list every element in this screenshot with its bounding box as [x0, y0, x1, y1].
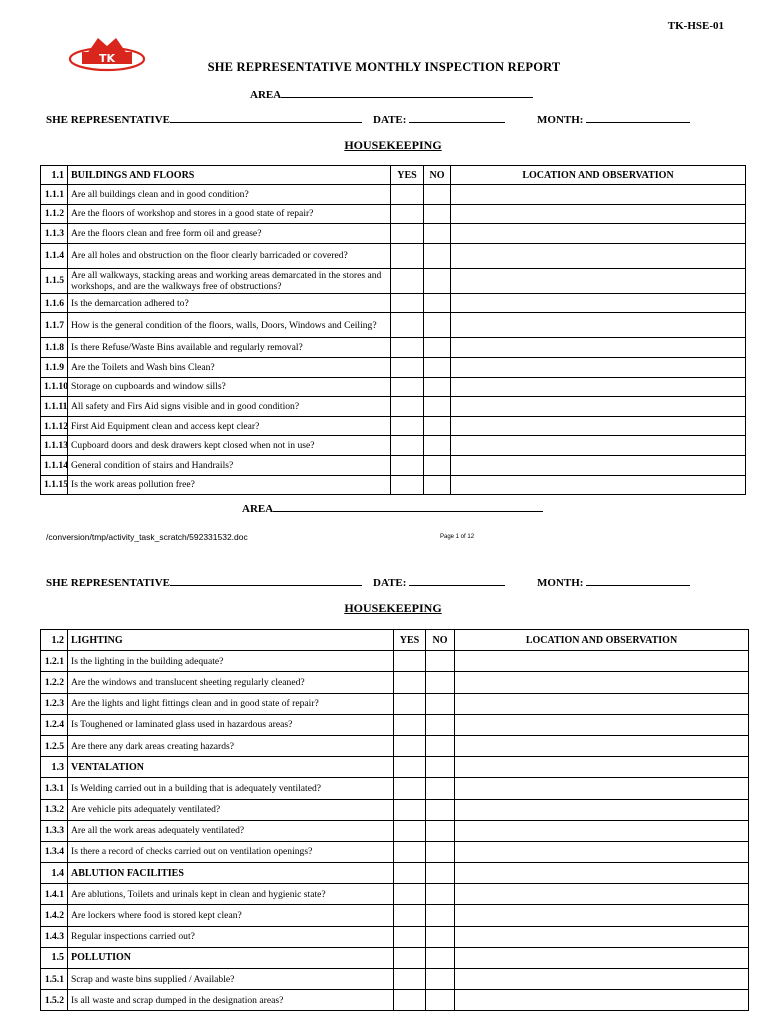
- observation-cell[interactable]: [455, 714, 749, 735]
- item-number: 1.1.3: [41, 224, 68, 244]
- observation-cell[interactable]: [451, 185, 746, 205]
- observation-cell[interactable]: [451, 436, 746, 456]
- no-cell[interactable]: [426, 926, 455, 947]
- table-row: [41, 651, 749, 672]
- yes-cell[interactable]: [391, 204, 424, 224]
- item-question: Is the demarcation adhered to?: [68, 293, 391, 313]
- item-number: 1.4.3: [41, 926, 68, 947]
- date-field-2: [373, 576, 505, 589]
- yes-column-header: YES: [394, 630, 426, 651]
- no-cell[interactable]: [424, 204, 451, 224]
- table-row: [41, 204, 746, 224]
- month-label-2: MONTH:: [537, 577, 584, 589]
- item-question: Are vehicle pits adequately ventilated?: [68, 799, 394, 820]
- she-rep-field-2: [46, 576, 362, 589]
- she-rep-input-line-2[interactable]: [170, 576, 362, 586]
- svg-text:TK: TK: [98, 52, 116, 65]
- yes-cell[interactable]: [391, 338, 424, 358]
- observation-cell[interactable]: [455, 841, 749, 862]
- item-number: 1.1.4: [41, 243, 68, 268]
- footer-page-number: Page 1 of 12: [440, 534, 475, 540]
- item-number: 1.1.13: [41, 436, 68, 456]
- item-number: 1.2.2: [41, 672, 68, 693]
- yes-cell[interactable]: [391, 475, 424, 495]
- item-number: 1.1.6: [41, 293, 68, 313]
- observation-cell[interactable]: [455, 947, 749, 968]
- observation-cell[interactable]: [455, 969, 749, 990]
- table-row: [41, 926, 749, 947]
- no-cell[interactable]: [424, 268, 451, 293]
- no-cell[interactable]: [424, 185, 451, 205]
- no-cell[interactable]: [426, 820, 455, 841]
- item-question: Are all buildings clean and in good condition?: [68, 185, 391, 205]
- section-heading: BUILDINGS AND FLOORS: [68, 166, 391, 185]
- table-row: [41, 397, 746, 417]
- area-label-2: AREA: [242, 503, 274, 515]
- yes-cell[interactable]: [391, 313, 424, 338]
- item-question: Are all holes and obstruction on the floor clearly barricaded or covered?: [68, 243, 391, 268]
- section-number: 1.1: [41, 166, 68, 185]
- item-number: 1.3.4: [41, 841, 68, 862]
- no-cell[interactable]: [426, 841, 455, 862]
- no-cell[interactable]: [424, 377, 451, 397]
- item-number: 1.3.3: [41, 820, 68, 841]
- yes-cell[interactable]: [394, 672, 426, 693]
- item-question: Is the work areas pollution free?: [68, 475, 391, 495]
- no-cell[interactable]: [426, 884, 455, 905]
- table-row: [41, 884, 749, 905]
- yes-cell[interactable]: [391, 185, 424, 205]
- yes-cell[interactable]: [391, 377, 424, 397]
- observation-cell[interactable]: [455, 905, 749, 926]
- observation-cell[interactable]: [455, 884, 749, 905]
- yes-cell[interactable]: [391, 416, 424, 436]
- item-number: 1.4.1: [41, 884, 68, 905]
- item-number: 1.1.9: [41, 357, 68, 377]
- observation-cell[interactable]: [455, 778, 749, 799]
- observation-cell[interactable]: [451, 224, 746, 244]
- item-question: Are the Toilets and Wash bins Clean?: [68, 357, 391, 377]
- table-row: [41, 969, 749, 990]
- item-question: Is there Refuse/Waste Bins available and regularly removal?: [68, 338, 391, 358]
- document-code: TK-HSE-01: [667, 20, 724, 32]
- item-number: 1.1.8: [41, 338, 68, 358]
- item-question: How is the general condition of the floors, walls, Doors, Windows and Ceiling?: [68, 313, 391, 338]
- table-row: [41, 338, 746, 358]
- observation-cell[interactable]: [451, 338, 746, 358]
- item-number: 1.3.1: [41, 778, 68, 799]
- table-row: [41, 455, 746, 475]
- table-row: [41, 799, 749, 820]
- no-cell[interactable]: [424, 338, 451, 358]
- observation-cell[interactable]: [455, 757, 749, 778]
- item-question: Are the windows and translucent sheeting regularly cleaned?: [68, 672, 394, 693]
- yes-cell[interactable]: [394, 799, 426, 820]
- item-question: All safety and Firs Aid signs visible and in good condition?: [68, 397, 391, 417]
- yes-cell[interactable]: [394, 714, 426, 735]
- footer-file-path: /conversion/tmp/activity_task_scratch/592331532.doc: [46, 532, 248, 542]
- no-cell[interactable]: [424, 475, 451, 495]
- she-rep-label-2: SHE REPRESENTATIVE: [46, 577, 170, 589]
- yes-cell[interactable]: [394, 651, 426, 672]
- yes-cell[interactable]: [394, 863, 426, 884]
- no-cell[interactable]: [426, 990, 455, 1011]
- observation-cell[interactable]: [455, 820, 749, 841]
- table-row: [41, 185, 746, 205]
- table-row: [41, 735, 749, 756]
- no-cell[interactable]: [426, 863, 455, 884]
- yes-cell[interactable]: [394, 693, 426, 714]
- yes-cell[interactable]: [394, 926, 426, 947]
- no-cell[interactable]: [424, 455, 451, 475]
- observation-cell[interactable]: [455, 799, 749, 820]
- no-cell[interactable]: [424, 224, 451, 244]
- section-heading-row: [41, 863, 749, 884]
- section-heading-row: [41, 630, 749, 651]
- no-cell[interactable]: [426, 799, 455, 820]
- item-number: 1.3: [41, 757, 68, 778]
- yes-cell[interactable]: [391, 436, 424, 456]
- item-number: 1.1.5: [41, 268, 68, 293]
- table-row: [41, 475, 746, 495]
- no-cell[interactable]: [424, 416, 451, 436]
- report-title: SHE REPRESENTATIVE MONTHLY INSPECTION REPORT: [207, 60, 561, 74]
- item-number: 1.4: [41, 863, 68, 884]
- month-field-2: [537, 576, 690, 589]
- item-question: Regular inspections carried out?: [68, 926, 394, 947]
- observation-cell[interactable]: [455, 672, 749, 693]
- table-row: [41, 990, 749, 1011]
- item-question: Scrap and waste bins supplied / Available?: [68, 969, 394, 990]
- yes-cell[interactable]: [391, 455, 424, 475]
- item-question: Is Welding carried out in a building that is adequately ventilated?: [68, 778, 394, 799]
- item-question: Is Toughened or laminated glass used in hazardous areas?: [68, 714, 394, 735]
- table-row: [41, 714, 749, 735]
- yes-cell[interactable]: [391, 224, 424, 244]
- table-row: [41, 377, 746, 397]
- no-column-header: NO: [426, 630, 455, 651]
- area-input-line[interactable]: [281, 88, 533, 98]
- item-number: 1.5.2: [41, 990, 68, 1011]
- month-label: MONTH:: [537, 114, 584, 126]
- no-cell[interactable]: [426, 651, 455, 672]
- no-cell[interactable]: [424, 243, 451, 268]
- yes-cell[interactable]: [394, 905, 426, 926]
- yes-cell[interactable]: [394, 884, 426, 905]
- observation-cell[interactable]: [455, 651, 749, 672]
- no-cell[interactable]: [424, 293, 451, 313]
- month-input-line[interactable]: [586, 113, 690, 123]
- item-number: 1.2.3: [41, 693, 68, 714]
- item-question: Storage on cupboards and window sills?: [68, 377, 391, 397]
- no-cell[interactable]: [424, 436, 451, 456]
- observation-cell[interactable]: [451, 204, 746, 224]
- observation-cell[interactable]: [455, 863, 749, 884]
- area-field-2: [242, 502, 543, 515]
- no-column-header: NO: [424, 166, 451, 185]
- item-question: Are there any dark areas creating hazards?: [68, 735, 394, 756]
- observation-cell[interactable]: [451, 268, 746, 293]
- section-heading: VENTALATION: [68, 757, 394, 778]
- observation-cell[interactable]: [451, 313, 746, 338]
- yes-cell[interactable]: [394, 969, 426, 990]
- item-question: Are ablutions, Toilets and urinals kept in clean and hygienic state?: [68, 884, 394, 905]
- yes-cell[interactable]: [394, 990, 426, 1011]
- no-cell[interactable]: [426, 969, 455, 990]
- table-row: [41, 436, 746, 456]
- observation-cell[interactable]: [451, 293, 746, 313]
- no-cell[interactable]: [424, 397, 451, 417]
- area-field: [250, 88, 533, 101]
- she-rep-field: [46, 113, 362, 126]
- section-heading: ABLUTION FACILITIES: [68, 863, 394, 884]
- item-number: 1.5: [41, 947, 68, 968]
- no-cell[interactable]: [426, 735, 455, 756]
- table-row: [41, 293, 746, 313]
- table-row: [41, 357, 746, 377]
- no-cell[interactable]: [426, 778, 455, 799]
- item-question: Are all walkways, stacking areas and working areas demarcated in the stores and workshops, and are the walkways free of obstructions?: [68, 268, 391, 293]
- observation-cell[interactable]: [451, 475, 746, 495]
- observation-column-header: LOCATION AND OBSERVATION: [451, 166, 746, 185]
- no-cell[interactable]: [424, 357, 451, 377]
- item-question: Cupboard doors and desk drawers kept closed when not in use?: [68, 436, 391, 456]
- yes-cell[interactable]: [394, 778, 426, 799]
- item-number: 1.1.12: [41, 416, 68, 436]
- no-cell[interactable]: [426, 757, 455, 778]
- item-number: 1.1.7: [41, 313, 68, 338]
- area-input-line-2[interactable]: [273, 502, 543, 512]
- observation-cell[interactable]: [451, 455, 746, 475]
- item-number: 1.4.2: [41, 905, 68, 926]
- yes-cell[interactable]: [394, 735, 426, 756]
- item-question: First Aid Equipment clean and access kept clear?: [68, 416, 391, 436]
- section-heading: POLLUTION: [68, 947, 394, 968]
- area-label: AREA: [250, 89, 282, 101]
- yes-cell[interactable]: [394, 820, 426, 841]
- yes-cell[interactable]: [394, 757, 426, 778]
- date-label: DATE:: [373, 114, 407, 126]
- month-field: [537, 113, 690, 126]
- item-question: Are lockers where food is stored kept clean?: [68, 905, 394, 926]
- item-number: 1.1.15: [41, 475, 68, 495]
- section-title: HOUSEKEEPING: [344, 138, 442, 152]
- section-heading-row: [41, 947, 749, 968]
- item-number: 1.2: [41, 630, 68, 651]
- observation-cell[interactable]: [451, 357, 746, 377]
- table-row: [41, 224, 746, 244]
- no-cell[interactable]: [424, 313, 451, 338]
- observation-column-header: LOCATION AND OBSERVATION: [455, 630, 749, 651]
- item-number: 1.2.4: [41, 714, 68, 735]
- item-question: Are the lights and light fittings clean and in good state of repair?: [68, 693, 394, 714]
- yes-cell[interactable]: [391, 243, 424, 268]
- item-number: 1.1.1: [41, 185, 68, 205]
- item-number: 1.1.10: [41, 377, 68, 397]
- month-input-line-2[interactable]: [586, 576, 690, 586]
- observation-cell[interactable]: [451, 397, 746, 417]
- yes-column-header: YES: [391, 166, 424, 185]
- observation-cell[interactable]: [455, 926, 749, 947]
- table-header-row: [41, 166, 746, 185]
- observation-cell[interactable]: [451, 377, 746, 397]
- no-cell[interactable]: [426, 947, 455, 968]
- item-question: Are the floors clean and free form oil and grease?: [68, 224, 391, 244]
- section-title-2: HOUSEKEEPING: [344, 601, 442, 615]
- yes-cell[interactable]: [391, 293, 424, 313]
- yes-cell[interactable]: [394, 947, 426, 968]
- lighting-ventilation-table: [40, 629, 749, 1011]
- yes-cell[interactable]: [394, 841, 426, 862]
- item-question: Are the floors of workshop and stores in a good state of repair?: [68, 204, 391, 224]
- table-row: [41, 905, 749, 926]
- observation-cell[interactable]: [455, 693, 749, 714]
- observation-cell[interactable]: [455, 990, 749, 1011]
- table-row: [41, 820, 749, 841]
- item-number: 1.1.14: [41, 455, 68, 475]
- no-cell[interactable]: [426, 672, 455, 693]
- item-number: 1.2.1: [41, 651, 68, 672]
- item-number: 1.1.2: [41, 204, 68, 224]
- no-cell[interactable]: [426, 905, 455, 926]
- section-heading-row: [41, 757, 749, 778]
- date-field: [373, 113, 505, 126]
- table-row: [41, 693, 749, 714]
- table-row: [41, 243, 746, 268]
- she-rep-input-line[interactable]: [170, 113, 362, 123]
- item-number: 1.5.1: [41, 969, 68, 990]
- observation-cell[interactable]: [451, 243, 746, 268]
- item-question: Is the lighting in the building adequate?: [68, 651, 394, 672]
- date-label-2: DATE:: [373, 577, 407, 589]
- table-row: [41, 672, 749, 693]
- yes-cell[interactable]: [391, 357, 424, 377]
- yes-cell[interactable]: [391, 268, 424, 293]
- date-input-line[interactable]: [409, 113, 505, 123]
- item-question: Are all the work areas adequately ventilated?: [68, 820, 394, 841]
- table-row: [41, 778, 749, 799]
- buildings-floors-table: [40, 165, 746, 495]
- date-input-line-2[interactable]: [409, 576, 505, 586]
- no-cell[interactable]: [426, 693, 455, 714]
- table-row: [41, 841, 749, 862]
- item-question: General condition of stairs and Handrails?: [68, 455, 391, 475]
- no-cell[interactable]: [426, 714, 455, 735]
- observation-cell[interactable]: [455, 735, 749, 756]
- item-question: Is all waste and scrap dumped in the designation areas?: [68, 990, 394, 1011]
- yes-cell[interactable]: [391, 397, 424, 417]
- section-heading: LIGHTING: [68, 630, 394, 651]
- item-number: 1.2.5: [41, 735, 68, 756]
- she-rep-label: SHE REPRESENTATIVE: [46, 114, 170, 126]
- item-question: Is there a record of checks carried out on ventilation openings?: [68, 841, 394, 862]
- table-row: [41, 313, 746, 338]
- table-row: [41, 268, 746, 293]
- item-number: 1.1.11: [41, 397, 68, 417]
- observation-cell[interactable]: [451, 416, 746, 436]
- table-row: [41, 416, 746, 436]
- item-number: 1.3.2: [41, 799, 68, 820]
